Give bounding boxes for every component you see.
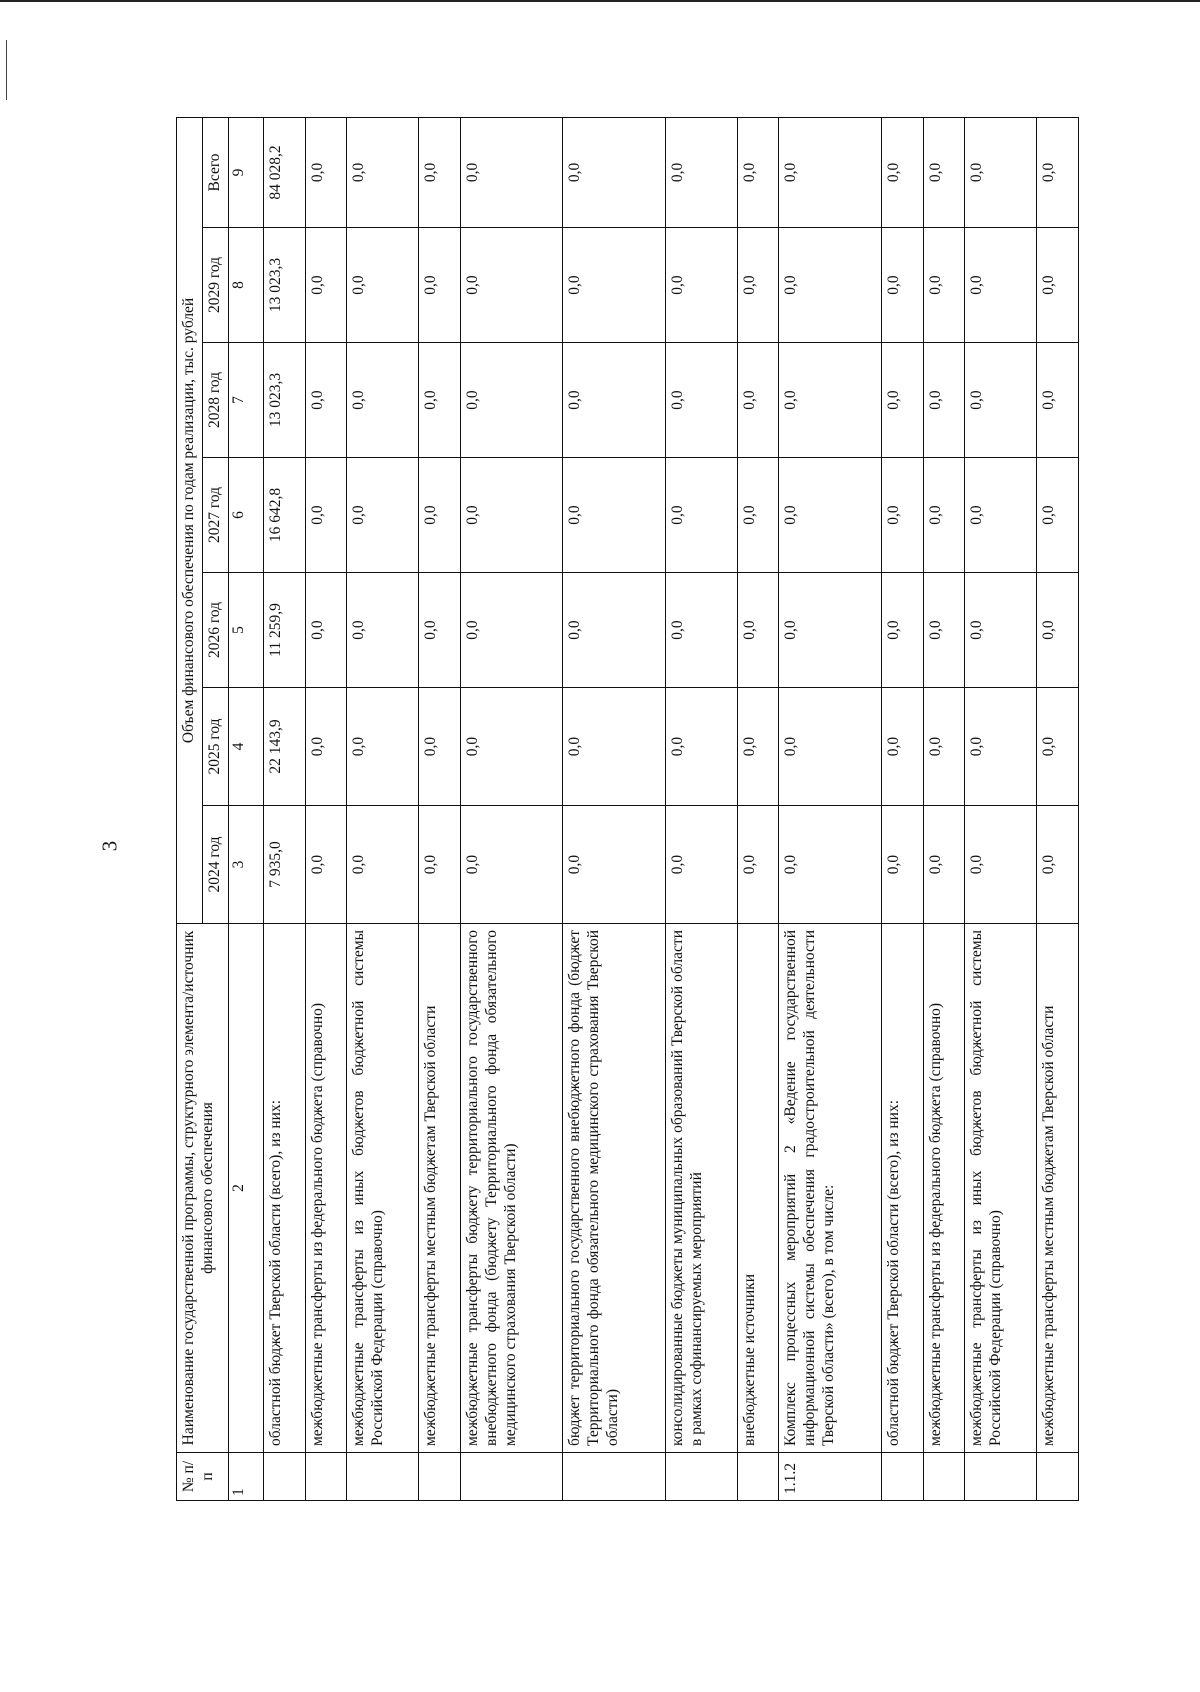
- row-year-value: 0,0: [305, 688, 347, 806]
- row-source-name: областной бюджет Тверской области (всего), из них:: [881, 924, 923, 1453]
- row-year-value: 0,0: [305, 806, 347, 924]
- row-number: [419, 1453, 461, 1501]
- row-year-value: 11 259,9: [264, 573, 306, 688]
- table-row: [923, 117, 965, 1500]
- column-number: 9: [228, 117, 263, 227]
- row-year-value: 0,0: [779, 688, 881, 806]
- row-number: [264, 1453, 306, 1501]
- row-number: [347, 1453, 419, 1501]
- row-year-value: 0,0: [347, 458, 419, 573]
- row-year-value: 0,0: [460, 573, 562, 688]
- header-year: 2025 год: [202, 688, 228, 806]
- row-total-value: 0,0: [460, 117, 562, 227]
- row-year-value: 13 023,3: [264, 343, 306, 458]
- row-total-value: 0,0: [563, 117, 665, 227]
- row-year-value: 0,0: [563, 806, 665, 924]
- row-source-name: межбюджетные трансферты местным бюджетам Тверской области: [1037, 924, 1079, 1453]
- row-source-name: консолидированные бюджеты муниципальных образований Тверской области в рамках софинансируемых мероприятий: [665, 924, 737, 1453]
- row-number: [737, 1453, 779, 1501]
- header-year: 2024 год: [202, 806, 228, 924]
- header-year: 2026 год: [202, 573, 228, 688]
- row-year-value: 0,0: [923, 458, 965, 573]
- column-number-row: [228, 117, 263, 1500]
- row-number: [563, 1453, 665, 1501]
- column-number: 2: [228, 924, 263, 1453]
- header-year: 2028 год: [202, 343, 228, 458]
- row-year-value: 0,0: [460, 343, 562, 458]
- header-year: 2027 год: [202, 458, 228, 573]
- row-year-value: 0,0: [305, 573, 347, 688]
- row-year-value: 13 023,3: [264, 228, 306, 343]
- row-total-value: 0,0: [347, 117, 419, 227]
- table-row: [419, 117, 461, 1500]
- row-year-value: 0,0: [563, 228, 665, 343]
- row-year-value: 0,0: [779, 343, 881, 458]
- row-year-value: 0,0: [965, 343, 1037, 458]
- column-number: 5: [228, 573, 263, 688]
- row-source-name: Комплекс процессных мероприятий 2 «Ведение государственной информационной системы обеспечения градостроительной деятельности Тверской области» (всего), в том числе:: [779, 924, 881, 1453]
- column-number: 4: [228, 688, 263, 806]
- row-year-value: 22 143,9: [264, 688, 306, 806]
- row-year-value: 0,0: [881, 343, 923, 458]
- rotated-table-wrapper: [176, 117, 1079, 1501]
- row-number: [965, 1453, 1037, 1501]
- row-source-name: межбюджетные трансферты бюджету территориального государственного внебюджетного фонда (бюджету Территориального фонда обязательного медицинского страхования Тверской области): [460, 924, 562, 1453]
- header-year: 2029 год: [202, 228, 228, 343]
- header-row-1: [177, 117, 203, 1500]
- row-year-value: 0,0: [419, 573, 461, 688]
- row-year-value: 0,0: [305, 228, 347, 343]
- scan-edge-top: [0, 0, 1200, 2]
- table-row: [779, 117, 881, 1500]
- row-year-value: 0,0: [347, 228, 419, 343]
- row-year-value: 0,0: [460, 228, 562, 343]
- row-year-value: 0,0: [881, 458, 923, 573]
- row-year-value: 0,0: [665, 573, 737, 688]
- row-total-value: 0,0: [1037, 117, 1079, 227]
- row-year-value: 0,0: [419, 343, 461, 458]
- row-year-value: 0,0: [923, 573, 965, 688]
- scan-edge-left: [6, 40, 7, 100]
- row-total-value: 0,0: [881, 117, 923, 227]
- column-number: 8: [228, 228, 263, 343]
- row-year-value: 0,0: [419, 688, 461, 806]
- table-body: [228, 117, 1078, 1500]
- row-year-value: 0,0: [923, 688, 965, 806]
- row-total-value: 0,0: [779, 117, 881, 227]
- row-year-value: 0,0: [965, 228, 1037, 343]
- row-total-value: 0,0: [665, 117, 737, 227]
- row-year-value: 0,0: [347, 573, 419, 688]
- row-year-value: 0,0: [665, 228, 737, 343]
- row-year-value: 0,0: [965, 458, 1037, 573]
- row-year-value: 0,0: [779, 806, 881, 924]
- row-year-value: 0,0: [419, 806, 461, 924]
- column-number: 3: [228, 806, 263, 924]
- row-number: [881, 1453, 923, 1501]
- row-source-name: межбюджетные трансферты из иных бюджетов бюджетной системы Российской Федерации (справочно): [347, 924, 419, 1453]
- column-number: 6: [228, 458, 263, 573]
- row-number: [665, 1453, 737, 1501]
- row-year-value: 0,0: [1037, 228, 1079, 343]
- row-year-value: 16 642,8: [264, 458, 306, 573]
- table-row: [737, 117, 779, 1500]
- header-total: Всего: [202, 117, 228, 227]
- row-year-value: 0,0: [1037, 806, 1079, 924]
- row-source-name: внебюджетные источники: [737, 924, 779, 1453]
- row-year-value: 0,0: [305, 343, 347, 458]
- table-row: [305, 117, 347, 1500]
- finance-table: [176, 117, 1079, 1501]
- table-row: [460, 117, 562, 1500]
- row-year-value: 0,0: [881, 688, 923, 806]
- row-year-value: 0,0: [665, 458, 737, 573]
- row-year-value: 0,0: [347, 688, 419, 806]
- column-number: 7: [228, 343, 263, 458]
- row-year-value: 0,0: [563, 688, 665, 806]
- row-year-value: 0,0: [563, 573, 665, 688]
- row-total-value: 84 028,2: [264, 117, 306, 227]
- table-row: [563, 117, 665, 1500]
- row-year-value: 0,0: [563, 458, 665, 573]
- row-year-value: 0,0: [881, 573, 923, 688]
- row-total-value: 0,0: [965, 117, 1037, 227]
- row-year-value: 0,0: [1037, 458, 1079, 573]
- column-number: 1: [228, 1453, 263, 1501]
- header-funding-group: Объем финансового обеспечения по годам реализации, тыс. рублей: [177, 117, 203, 923]
- row-year-value: 0,0: [347, 343, 419, 458]
- row-source-name: межбюджетные трансферты из иных бюджетов бюджетной системы Российской Федерации (справочно): [965, 924, 1037, 1453]
- row-year-value: 0,0: [665, 688, 737, 806]
- row-number: [1037, 1453, 1079, 1501]
- row-year-value: 0,0: [923, 343, 965, 458]
- row-year-value: 0,0: [965, 688, 1037, 806]
- row-year-value: 0,0: [460, 458, 562, 573]
- row-total-value: 0,0: [305, 117, 347, 227]
- row-year-value: 0,0: [965, 573, 1037, 688]
- row-year-value: 7 935,0: [264, 806, 306, 924]
- row-year-value: 0,0: [419, 458, 461, 573]
- row-year-value: 0,0: [779, 458, 881, 573]
- row-source-name: межбюджетные трансферты местным бюджетам Тверской области: [419, 924, 461, 1453]
- row-source-name: бюджет территориального государственного внебюджетного фонда (бюджет Территориального фонда обязательного медицинского страхования Тверской области): [563, 924, 665, 1453]
- table-row: [881, 117, 923, 1500]
- row-number: [305, 1453, 347, 1501]
- table-row: [665, 117, 737, 1500]
- row-year-value: 0,0: [419, 228, 461, 343]
- row-total-value: 0,0: [923, 117, 965, 227]
- row-year-value: 0,0: [563, 343, 665, 458]
- row-year-value: 0,0: [779, 573, 881, 688]
- row-year-value: 0,0: [1037, 688, 1079, 806]
- row-year-value: 0,0: [881, 228, 923, 343]
- table-row: [1037, 117, 1079, 1500]
- row-year-value: 0,0: [923, 806, 965, 924]
- row-year-value: 0,0: [665, 343, 737, 458]
- row-source-name: межбюджетные трансферты из федерального бюджета (справочно): [305, 924, 347, 1453]
- row-year-value: 0,0: [965, 806, 1037, 924]
- header-name: Наименование государственной программы, структурного элемента/источник финансового обеспечения: [177, 924, 229, 1453]
- row-year-value: 0,0: [305, 458, 347, 573]
- header-no: № п/п: [177, 1453, 229, 1501]
- row-year-value: 0,0: [923, 228, 965, 343]
- page-number: 3: [97, 840, 122, 852]
- row-year-value: 0,0: [1037, 343, 1079, 458]
- row-year-value: 0,0: [737, 806, 779, 924]
- row-year-value: 0,0: [460, 688, 562, 806]
- row-year-value: 0,0: [460, 806, 562, 924]
- row-number: 1.1.2: [779, 1453, 881, 1501]
- row-year-value: 0,0: [347, 806, 419, 924]
- row-source-name: межбюджетные трансферты из федерального бюджета (справочно): [923, 924, 965, 1453]
- row-year-value: 0,0: [737, 688, 779, 806]
- row-total-value: 0,0: [737, 117, 779, 227]
- row-total-value: 0,0: [419, 117, 461, 227]
- table-row: [347, 117, 419, 1500]
- row-year-value: 0,0: [1037, 573, 1079, 688]
- row-year-value: 0,0: [737, 458, 779, 573]
- row-number: [460, 1453, 562, 1501]
- row-year-value: 0,0: [737, 228, 779, 343]
- row-year-value: 0,0: [881, 806, 923, 924]
- row-year-value: 0,0: [779, 228, 881, 343]
- row-year-value: 0,0: [737, 343, 779, 458]
- row-year-value: 0,0: [665, 806, 737, 924]
- row-year-value: 0,0: [737, 573, 779, 688]
- table-row: [264, 117, 306, 1500]
- row-number: [923, 1453, 965, 1501]
- row-source-name: областной бюджет Тверской области (всего), из них:: [264, 924, 306, 1453]
- table-row: [965, 117, 1037, 1500]
